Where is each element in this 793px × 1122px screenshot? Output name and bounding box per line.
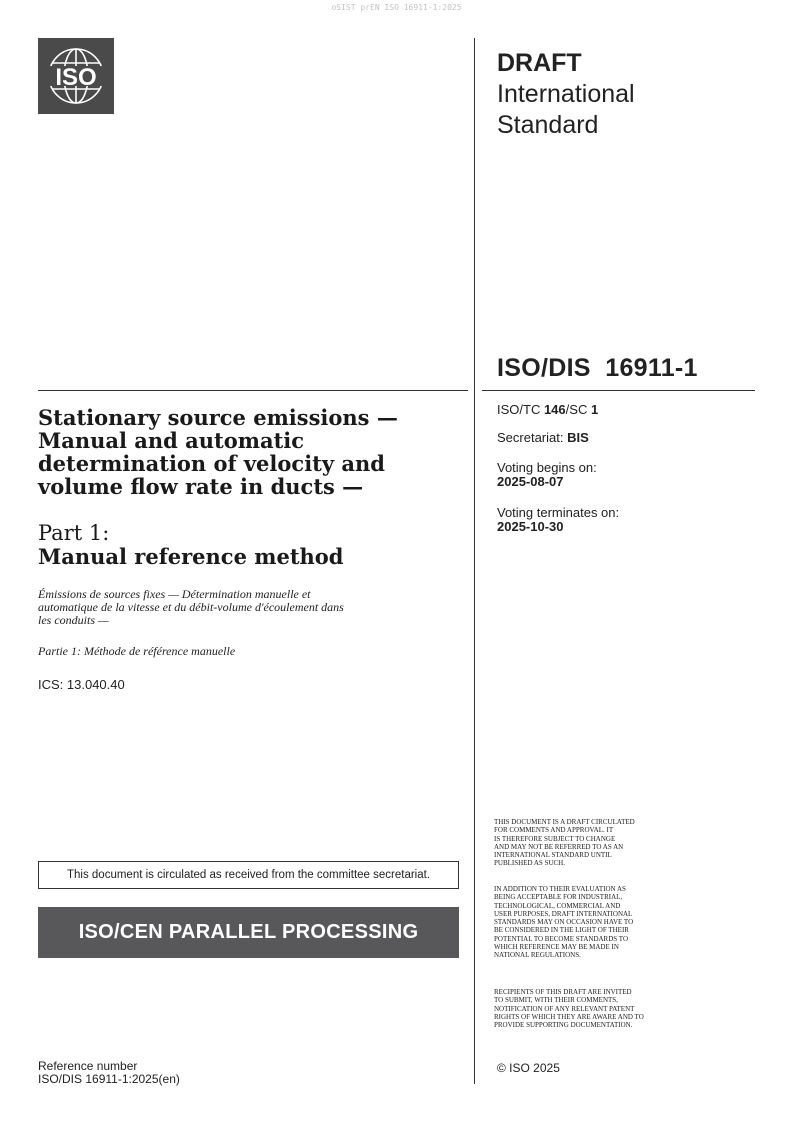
international-label: International — [497, 80, 635, 108]
voting-terminates-date: 2025-10-30 — [497, 519, 564, 534]
part-number: Part 1: — [38, 521, 110, 545]
watermark: oSIST prEN ISO 16911-1:2025 — [331, 3, 462, 12]
iso-logo — [38, 38, 114, 114]
copyright: © ISO 2025 — [497, 1061, 560, 1075]
standard-label: Standard — [497, 111, 599, 139]
voting-begins-label: Voting begins on: — [497, 460, 597, 475]
committee: ISO/TC 146/SC 1 — [497, 402, 599, 417]
voting-begins — [497, 461, 597, 489]
standard-id: ISO/DIS 16911-1 — [497, 354, 698, 382]
document-type — [497, 48, 635, 141]
reference-number: Reference number ISO/DIS 16911-1:2025(en) — [38, 1059, 180, 1086]
secretariat: Secretariat: BIS — [497, 430, 589, 445]
french-title: Émissions de sources fixes — Détermination manuelle et automatique de la vitesse et du débit-volume d'écoulement dans les conduits — — [38, 587, 344, 627]
part-title: Manual reference method — [38, 544, 344, 569]
ics-code: ICS: 13.040.40 — [38, 677, 125, 692]
iso-globe-logo-icon — [38, 38, 114, 114]
document-title: Stationary source emissions — Manual and automatic determination of velocity and volume flow rate in ducts — — [38, 405, 398, 499]
horizontal-divider-left — [38, 390, 468, 391]
french-part-title: Partie 1: Méthode de référence manuelle — [38, 644, 236, 658]
parallel-processing-banner: ISO/CEN PARALLEL PROCESSING — [38, 907, 459, 958]
svg-text:ISO: ISO — [55, 64, 97, 91]
notice-draft: THIS DOCUMENT IS A DRAFT CIRCULATED FOR COMMENTS AND APPROVAL. IT IS THEREFORE SUBJECT TO CHANGE AND MAY NOT BE REFERRED TO AS AN INTERNATIONAL STANDARD UNTIL PUBLISHED AS SUCH. — [494, 818, 635, 868]
voting-terminates — [497, 506, 619, 534]
circulated-note: This document is circulated as received from the committee secretariat. — [38, 861, 459, 889]
voting-terminates-label: Voting terminates on: — [497, 505, 620, 520]
notice-evaluation: IN ADDITION TO THEIR EVALUATION AS BEING ACCEPTABLE FOR INDUSTRIAL, TECHNOLOGICAL, COMMERCIAL AND USER PURPOSES, DRAFT INTERNATIONAL STANDARDS MAY ON OCCASION HAVE TO BE CONSIDERED IN THE LIGHT OF THEIR POTENTIAL TO BECOME STANDARDS TO WHICH REFERENCE MAY BE MADE IN NATIONAL REGULATIONS. — [494, 885, 634, 960]
draft-label: DRAFT — [497, 49, 582, 77]
horizontal-divider-right — [482, 390, 755, 391]
notice-recipients: RECIPIENTS OF THIS DRAFT ARE INVITED TO SUBMIT, WITH THEIR COMMENTS, NOTIFICATION OF ANY RELEVANT PATENT RIGHTS OF WHICH THEY ARE AWARE AND TO PROVIDE SUPPORTING DOCUMENTATION. — [494, 988, 644, 1030]
vertical-divider — [474, 38, 475, 1084]
voting-begins-date: 2025-08-07 — [497, 474, 564, 489]
